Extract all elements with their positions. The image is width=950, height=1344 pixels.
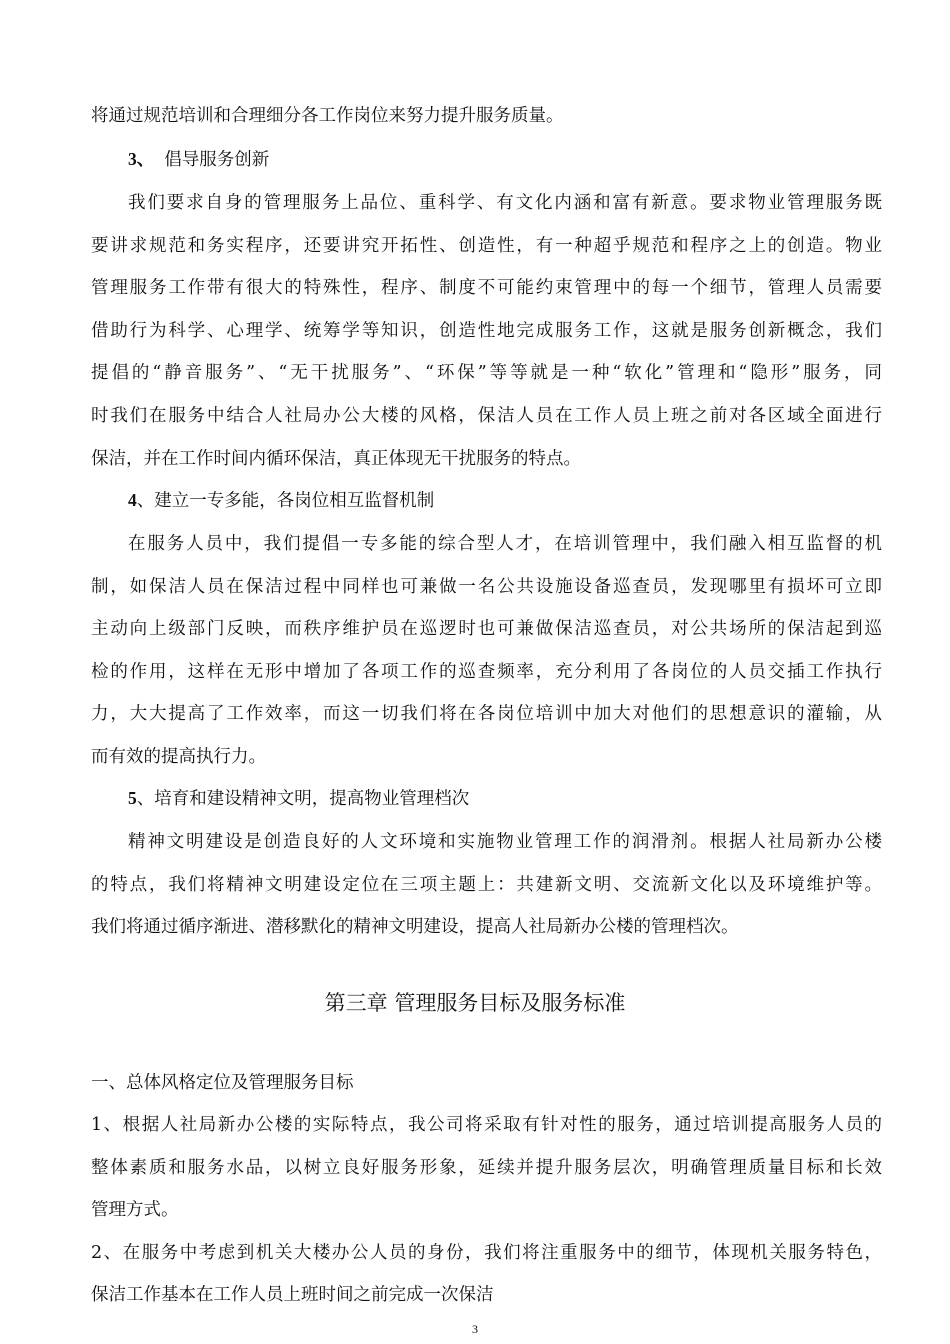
- chapter-title: 第三章 管理服务目标及服务标准: [324, 991, 626, 1015]
- paragraph-line: 主动向上级部门反映，而秩序维护员在巡逻时也可兼做保洁巡查员，对公共场所的保洁起到巡: [91, 619, 882, 639]
- item-line: 管理方式。: [91, 1200, 179, 1220]
- paragraph-line: 提倡的“静音服务”、“无干扰服务”、“环保”等等就是一种“软化”管理和“隐形”服务，同: [91, 363, 882, 383]
- section-title: 、建立一专多能，各岗位相互监督机制: [136, 491, 435, 511]
- section-number: 5: [128, 788, 137, 808]
- item-line: 2、在服务中考虑到机关大楼办公人员的身份，我们将注重服务中的细节，体现机关服务特色，: [91, 1243, 882, 1263]
- section-heading: [128, 146, 269, 171]
- paragraph-line: 在服务人员中，我们提倡一专多能的综合型人才，在培训管理中，我们融入相互监督的机: [128, 534, 882, 554]
- paragraph-line: 的特点，我们将精神文明建设定位在三项主题上：共建新文明、交流新文化以及环境维护等。: [91, 875, 882, 895]
- paragraph-line: 保洁，并在工作时间内循环保洁，真正体现无干扰服务的特点。: [91, 449, 581, 469]
- page-number: 3: [472, 1322, 478, 1336]
- paragraph-line: 时我们在服务中结合人社局办公大楼的风格，保洁人员在工作人员上班之前对各区域全面进行: [91, 406, 882, 426]
- paragraph-line: 要讲求规范和务实程序，还要讲究开拓性、创造性，有一种超乎规范和程序之上的创造。物业: [91, 236, 882, 256]
- section-title: 、培育和建设精神文明，提高物业管理档次: [136, 789, 470, 809]
- section-title: 倡导服务创新: [164, 150, 270, 170]
- paragraph-line: 而有效的提高执行力。: [91, 747, 266, 767]
- paragraph-line: 精神文明建设是创造良好的人文环境和实施物业管理工作的润滑剂。根据人社局新办公楼: [128, 832, 882, 852]
- item-line: 1、根据人社局新办公楼的实际特点，我公司将采取有针对性的服务，通过培训提高服务人员的: [91, 1115, 882, 1135]
- item-line: 整体素质和服务水品，以树立良好服务形象，延续并提升服务层次，明确管理质量目标和长效: [91, 1158, 882, 1178]
- subsection-title: 一、总体风格定位及管理服务目标: [91, 1073, 354, 1093]
- paragraph-line: 力，大大提高了工作效率，而这一切我们将在各岗位培训中加大对他们的思想意识的灌输，从: [91, 704, 882, 724]
- paragraph-line: 借助行为科学、心理学、统筹学等知识，创造性地完成服务工作，这就是服务创新概念，我们: [91, 321, 882, 341]
- paragraph-line: 我们要求自身的管理服务上品位、重科学、有文化内涵和富有新意。要求物业管理服务既: [128, 193, 882, 213]
- continuation-line: 将通过规范培训和合理细分各工作岗位来努力提升服务质量。: [91, 106, 564, 126]
- section-number: 4: [128, 490, 137, 510]
- paragraph-line: 检的作用，这样在无形中增加了各项工作的巡查频率，充分利用了各岗位的人员交插工作执行: [91, 662, 882, 682]
- section-number: 3、: [128, 149, 155, 169]
- section-heading: [128, 487, 434, 512]
- paragraph-line: 制，如保洁人员在保洁过程中同样也可兼做一名公共设施设备巡查员，发现哪里有损坏可立即: [91, 577, 882, 597]
- paragraph-line: 我们将通过循序渐进、潜移默化的精神文明建设，提高人社局新办公楼的管理档次。: [91, 917, 739, 937]
- section-heading: [128, 785, 469, 810]
- item-line: 保洁工作基本在工作人员上班时间之前完成一次保洁: [91, 1285, 494, 1305]
- paragraph-line: 管理服务工作带有很大的特殊性，程序、制度不可能约束管理中的每一个细节，管理人员需要: [91, 278, 882, 298]
